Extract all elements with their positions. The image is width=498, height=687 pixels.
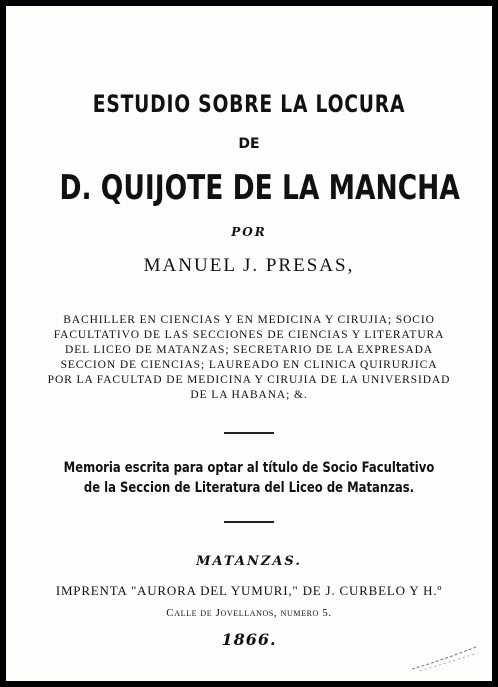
author-name: MANUEL J. PRESAS, bbox=[143, 255, 355, 276]
place-of-publication: MATANZAS. bbox=[196, 554, 302, 569]
divider-rule bbox=[224, 521, 274, 523]
title-de: DE bbox=[238, 136, 260, 152]
street-address: Calle de Jovellanos, numero 5. bbox=[166, 607, 332, 619]
credentials-line: SECCION DE CIENCIAS; LAUREADO EN CLINICA QUIRURJICA bbox=[60, 359, 438, 371]
credentials-line: BACHILLER EN CIENCIAS Y EN MEDICINA Y CIRUJIA; SOCIO bbox=[63, 314, 435, 326]
memoria-line: de la Seccion de Literatura del Liceo de Matanzas. bbox=[83, 480, 415, 496]
printer-line: IMPRENTA "AURORA DEL YUMURI," DE J. CURBELO Y H.º bbox=[55, 583, 443, 598]
credentials-line: DEL LICEO DE MATANZAS; SECRETARIO DE LA EXPRESADA bbox=[65, 344, 433, 356]
title-line-1: ESTUDIO SOBRE LA LOCURA bbox=[92, 90, 406, 118]
memoria-line: Memoria escrita para optar al título de Socio Facultativo bbox=[63, 460, 435, 476]
publication-year: 1866. bbox=[221, 630, 277, 649]
library-stamp-mark bbox=[410, 643, 480, 673]
credentials-line: FACULTATIVO DE LAS SECCIONES DE CIENCIAS Y LITERATURA bbox=[53, 329, 445, 341]
credentials-line: DE LA HABANA; &. bbox=[190, 389, 308, 401]
por-label: POR bbox=[231, 225, 267, 239]
divider-rule bbox=[224, 432, 274, 434]
title-line-2: D. QUIJOTE DE LA MANCHA bbox=[59, 168, 460, 208]
title-page bbox=[6, 6, 492, 681]
credentials-line: POR LA FACULTAD DE MEDICINA Y CIRUJIA DE LA UNIVERSIDAD bbox=[47, 374, 451, 386]
